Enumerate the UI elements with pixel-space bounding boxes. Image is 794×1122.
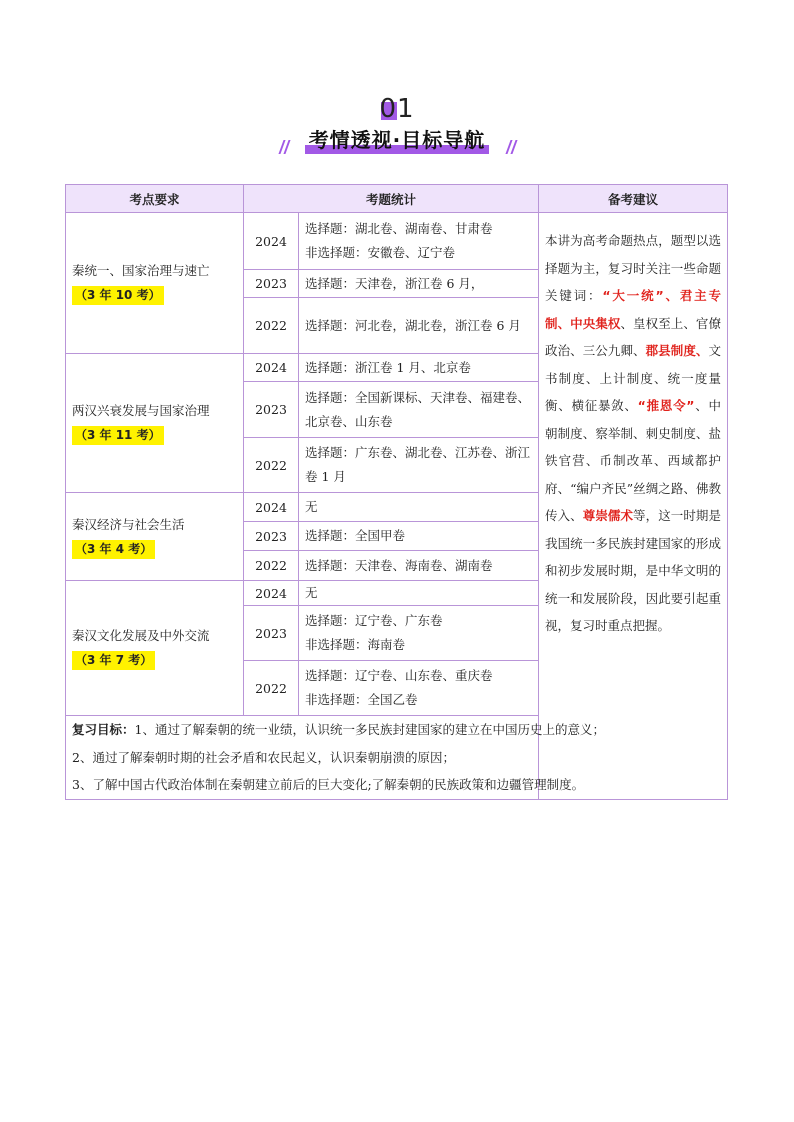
topic-name: 两汉兴衰发展与国家治理 (72, 403, 210, 418)
topic-name: 秦汉经济与社会生活 (72, 516, 185, 532)
advice-keyword: “推恩令” (637, 398, 695, 413)
question-line: 非选择题：海南卷 (305, 637, 406, 652)
exam-analysis-table (65, 184, 728, 800)
question-line: 选择题：广东卷、湖北卷、江苏卷、浙江卷 1 月 (305, 445, 531, 484)
table-row (66, 213, 728, 270)
year-cell: 2022 (244, 438, 299, 493)
advice-text: 本讲为高考命题热点，题型以选择题为主，复习时关注一些命题关键词： (545, 233, 722, 303)
advice-text: 等，这一时期是我国统一多民族封建国家的形成和初步发展时期，是中华文明的统一和发展阶段，因此要引起重视，复习时重点把握。 (545, 508, 722, 633)
year-cell: 2022 (244, 661, 299, 716)
year-cell: 2023 (244, 606, 299, 661)
year-cell: 2024 (244, 581, 299, 606)
section-title: 考情透视·目标导航 (308, 128, 486, 152)
question-line: 选择题：全国新课标、天津卷、福建卷、北京卷、山东卷 (305, 389, 531, 429)
year-cell: 2024 (244, 493, 299, 522)
advice-text: 、中朝制度、察举制、刺史制度、盐铁官营、币制改革、西域都护府、“编户齐民”丝绸之路、佛教传入、 (545, 398, 722, 523)
section-number-block (0, 92, 794, 126)
header-stats: 考题统计 (244, 185, 539, 213)
advice-text: 文书制度、上计制度、统一度量衡、横征暴敛、 (545, 343, 722, 413)
question-cell (299, 661, 539, 716)
topic-name: 秦汉文化发展及中外交流 (72, 628, 210, 643)
year-cell: 2023 (244, 522, 299, 551)
year-cell: 2022 (244, 551, 299, 581)
question-line: 选择题：全国甲卷 (305, 528, 406, 543)
question-line: 选择题：河北卷，湖北卷，浙江卷 6 月 (305, 317, 521, 333)
advice-keyword: “大一统”、君主专制、中央集权 (545, 288, 722, 331)
year-cell: 2022 (244, 298, 299, 354)
topic-cell (66, 213, 244, 354)
goal-line: 2、通过了解秦朝时期的社会矛盾和农民起义，认识秦朝崩溃的原因； (72, 749, 455, 765)
topic-count-badge: （3 年 4 考） (72, 540, 155, 559)
question-line: 选择题：浙江卷 1 月、北京卷 (305, 359, 471, 375)
advice-cell (539, 213, 728, 800)
year-cell: 2024 (244, 213, 299, 270)
question-line: 非选择题：全国乙卷 (305, 692, 418, 707)
topic-name: 秦统一、国家治理与速亡 (72, 263, 210, 278)
topic-cell (66, 493, 244, 581)
section-number: 01 (379, 94, 415, 124)
header-topic: 考点要求 (66, 185, 244, 213)
question-line: 选择题：辽宁卷、山东卷、重庆卷 (305, 668, 493, 683)
header-advice: 备考建议 (539, 185, 728, 213)
review-goals-cell (66, 716, 728, 800)
question-cell (299, 213, 539, 270)
topic-count-badge: （3 年 7 考） (72, 651, 155, 670)
question-cell (299, 354, 539, 382)
year-cell: 2024 (244, 354, 299, 382)
advice-text: 、皇权至上、官僚政治、三公九卿、 (545, 315, 721, 358)
question-line: 选择题：天津卷，浙江卷 6 月， (305, 275, 484, 291)
question-cell (299, 551, 539, 581)
question-cell (299, 382, 539, 438)
goals-row (66, 716, 728, 800)
question-line: 非选择题：安徽卷、辽宁卷 (305, 245, 456, 260)
question-line: 无 (305, 499, 318, 514)
question-line: 选择题：湖北卷、湖南卷、甘肃卷 (305, 221, 493, 236)
year-cell: 2023 (244, 382, 299, 438)
question-line: 无 (305, 585, 318, 600)
question-cell (299, 606, 539, 661)
question-cell (299, 522, 539, 551)
question-cell (299, 270, 539, 298)
goal-line: 1、通过了解秦朝的统一业绩，认识统一多民族封建国家的建立在中国历史上的意义； (134, 722, 605, 737)
goal-line: 3、了解中国古代政治体制在秦朝建立前后的巨大变化;了解秦朝的民族政策和边疆管理制度。 (72, 777, 585, 792)
topic-cell (66, 581, 244, 716)
topic-cell (66, 354, 244, 493)
table-header-row (66, 185, 728, 213)
topic-count-badge: （3 年 11 考） (72, 426, 164, 445)
goals-label: 复习目标： (72, 722, 135, 737)
question-line: 选择题：辽宁卷、广东卷 (305, 613, 443, 628)
topic-count-badge: （3 年 10 考） (72, 286, 164, 305)
section-title-block (0, 126, 794, 154)
advice-keyword: 郡县制度、 (645, 343, 709, 358)
question-line: 选择题：天津卷、海南卷、湖南卷 (305, 557, 493, 573)
question-cell (299, 493, 539, 522)
question-cell (299, 581, 539, 606)
year-cell: 2023 (244, 270, 299, 298)
question-cell (299, 298, 539, 354)
advice-keyword: 尊崇儒术 (582, 508, 634, 523)
question-cell (299, 438, 539, 493)
